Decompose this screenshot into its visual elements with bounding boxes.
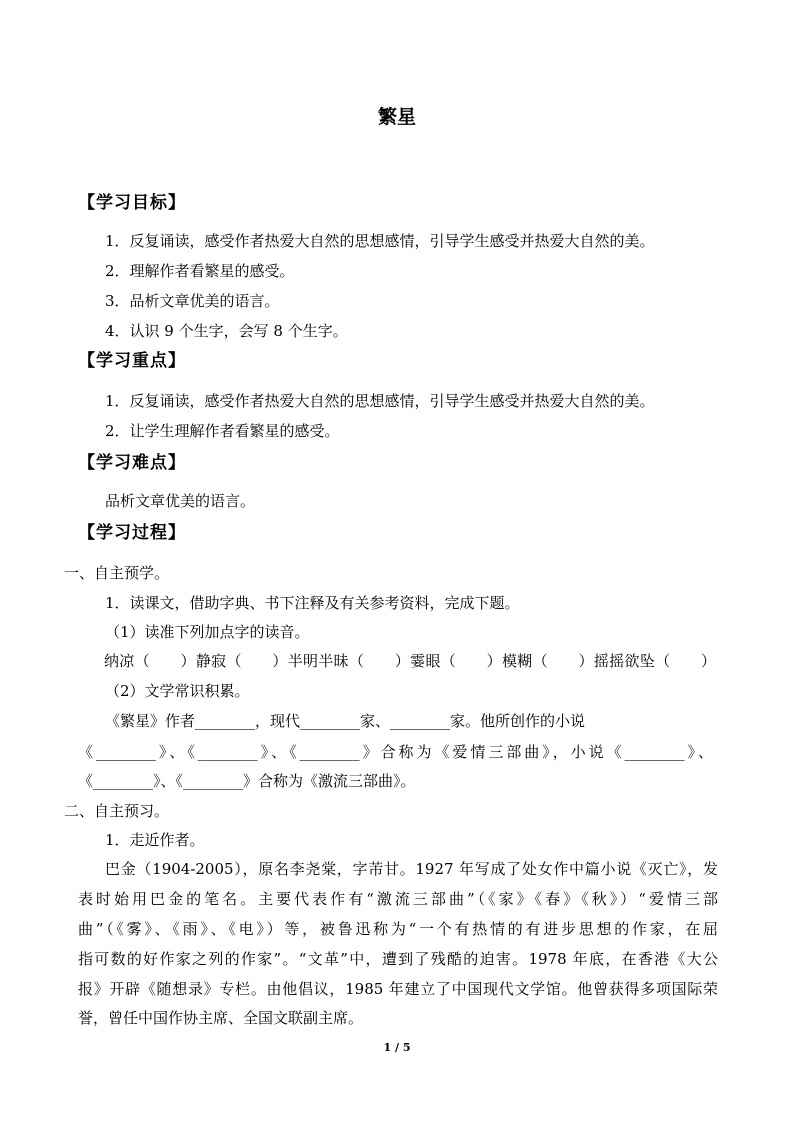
author-bio-line: 曲”（《雾》、《雨》、《电》）等，被鲁迅称为“一个有热情的有进步思想的作家，在屈 bbox=[78, 920, 718, 938]
author-bio-line: 报》开辟《随想录》专栏。由他倡议，1985 年建立了中国现代文学馆。他曾获得多项国际荣 bbox=[78, 980, 718, 998]
literature-fill-line: 《________》、《________》合称为《激流三部曲》。 bbox=[78, 772, 416, 790]
author-bio-line: 指可数的好作家之列的作家”。“文革”中，遭到了残酷的迫害。1978 年底，在香港《大公 bbox=[78, 950, 718, 968]
literature-fill-line: 《繁星》作者________，现代________家、________家。他所创作的小说 bbox=[105, 712, 586, 730]
author-bio-line: 巴金（1904-2005），原名李尧棠，字芾甘。1927 年写成了处女作中篇小说《灭亡》，发 bbox=[105, 860, 718, 878]
goal-item: 1．反复诵读，感受作者热爱大自然的思想感情，引导学生感受并热爱大自然的美。 bbox=[105, 232, 655, 250]
part1-question1: 1．读课文，借助字典、书下注释及有关参考资料，完成下题。 bbox=[105, 594, 520, 612]
difficulty-text: 品析文章优美的语言。 bbox=[105, 492, 256, 510]
page-number: 1 / 5 bbox=[383, 1041, 411, 1054]
goal-item: 3．品析文章优美的语言。 bbox=[105, 292, 280, 310]
part2-title: 二、自主预习。 bbox=[64, 802, 170, 820]
author-bio-line: 誉，曾任中国作协主席、全国文联副主席。 bbox=[78, 1009, 364, 1027]
section-heading-difficulties: 【学习难点】 bbox=[78, 453, 186, 473]
goal-item: 2．理解作者看繁星的感受。 bbox=[105, 262, 295, 280]
part1-title: 一、自主预学。 bbox=[64, 564, 170, 582]
pinyin-exercise-line: 纳凉（ ）静寂（ ）半明半昧（ ）霎眼（ ）模糊（ ）摇摇欲坠（ ） bbox=[104, 652, 716, 670]
key-point-item: 1．反复诵读，感受作者热爱大自然的思想感情，引导学生感受并热爱大自然的美。 bbox=[105, 392, 655, 410]
section-heading-process: 【学习过程】 bbox=[78, 523, 186, 543]
part2-question1: 1．走近作者。 bbox=[105, 831, 205, 849]
page-title: 繁星 bbox=[377, 106, 416, 128]
section-heading-key-points: 【学习重点】 bbox=[78, 351, 186, 371]
section-heading-goals: 【学习目标】 bbox=[78, 193, 186, 213]
goal-item: 4．认识 9 个生字，会写 8 个生字。 bbox=[105, 322, 348, 340]
author-bio-line: 表时始用巴金的笔名。主要代表作有“激流三部曲”（《家》《春》《秋》）“爱情三部 bbox=[78, 890, 718, 908]
part1-subquestion1: （1）读准下列加点字的读音。 bbox=[105, 623, 310, 641]
literature-fill-line: 《________》、《________》、《________》合称为《爱情三部曲》，小说《________》、 bbox=[78, 743, 713, 761]
key-point-item: 2．让学生理解作者看繁星的感受。 bbox=[105, 422, 340, 440]
part1-subquestion2: （2）文学常识积累。 bbox=[105, 682, 250, 700]
